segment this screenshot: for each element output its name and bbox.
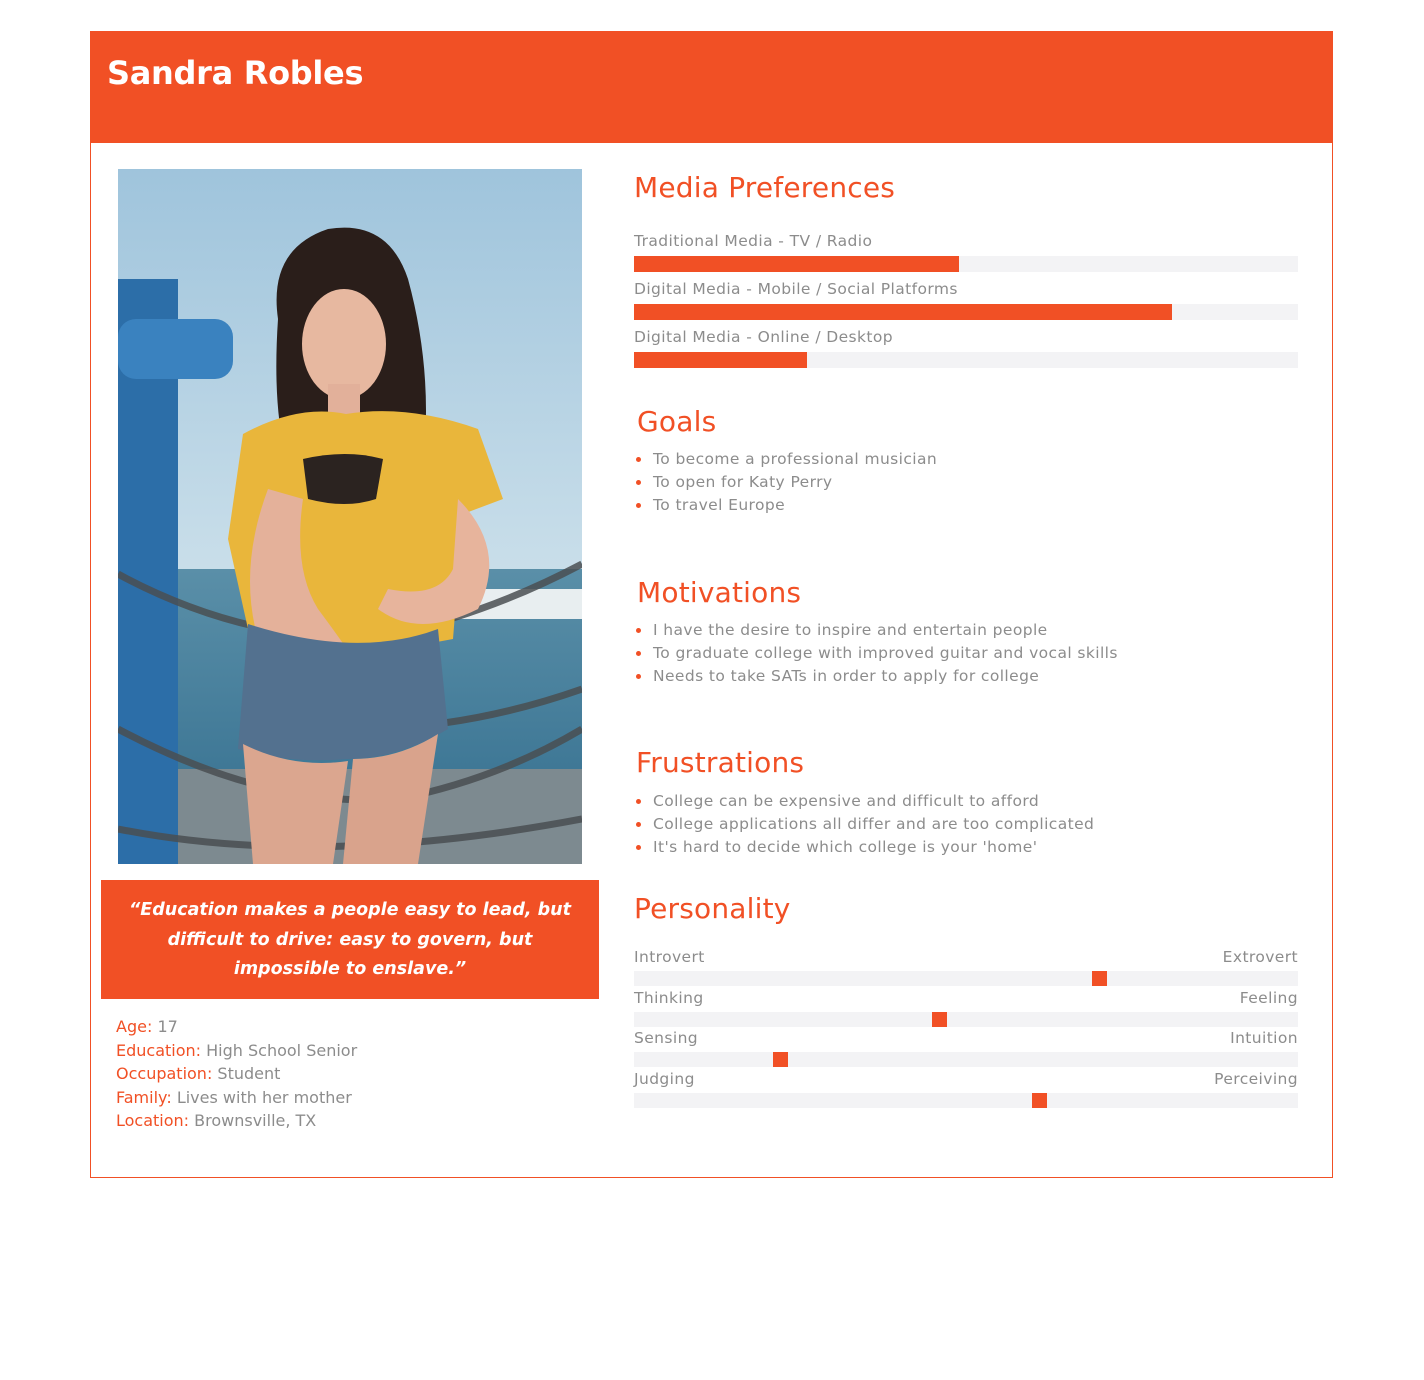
fact-age: Age: 17 (116, 1017, 178, 1036)
fact-education: Education: High School Senior (116, 1040, 358, 1060)
goals-title: Goals (637, 405, 717, 438)
persona-photo (118, 169, 582, 864)
trait-right-label: Extrovert (1222, 948, 1298, 966)
trait-track (634, 1093, 1298, 1108)
fact-family: Family: Lives with her mother (116, 1087, 352, 1107)
trait-marker (1032, 1093, 1047, 1108)
fact-location: Location: Brownsville, TX (116, 1111, 317, 1130)
media-bar-fill (634, 304, 1172, 320)
persona-quote: “Education makes a people easy to lead, but difficult to drive: easy to govern, but impossible to enslave.” (101, 880, 599, 999)
persona-name: Sandra Robles (107, 54, 364, 92)
media-bar (634, 352, 1298, 368)
trait-right-label: Perceiving (1214, 1070, 1298, 1088)
motivations-list (634, 619, 1118, 688)
trait-left-label: Thinking (634, 989, 704, 1007)
motivations-title: Motivations (637, 576, 802, 609)
list-item: To graduate college with improved guitar and vocal skills (634, 642, 1118, 665)
trait-marker (773, 1052, 788, 1067)
trait-right-label: Intuition (1230, 1029, 1298, 1047)
personality-trait (634, 1070, 1298, 1110)
list-item: It's hard to decide which college is your 'home' (634, 836, 1094, 859)
media-label: Digital Media - Online / Desktop (634, 328, 893, 346)
trait-marker (1092, 971, 1107, 986)
media-bar (634, 304, 1298, 320)
list-item: College applications all differ and are too complicated (634, 813, 1094, 836)
personality-trait (634, 989, 1298, 1029)
list-item: Needs to take SATs in order to apply for college (634, 665, 1118, 688)
trait-track (634, 1052, 1298, 1067)
frustrations-list (634, 790, 1094, 859)
list-item: To travel Europe (634, 494, 937, 517)
personality-trait (634, 948, 1298, 988)
persona-card (90, 31, 1333, 1178)
persona-facts (116, 1015, 357, 1133)
media-bar-fill (634, 256, 959, 272)
trait-left-label: Sensing (634, 1029, 699, 1047)
goals-list (634, 448, 937, 517)
media-title: Media Preferences (634, 171, 896, 204)
trait-marker (932, 1012, 947, 1027)
list-item: College can be expensive and difficult to afford (634, 790, 1094, 813)
media-label: Traditional Media - TV / Radio (634, 232, 873, 250)
frustrations-title: Frustrations (636, 746, 805, 779)
personality-title: Personality (634, 892, 791, 925)
trait-track (634, 1012, 1298, 1027)
media-bar (634, 256, 1298, 272)
trait-left-label: Judging (634, 1070, 695, 1088)
personality-trait (634, 1029, 1298, 1069)
trait-left-label: Introvert (634, 948, 705, 966)
trait-right-label: Feeling (1239, 989, 1298, 1007)
list-item: To become a professional musician (634, 448, 937, 471)
list-item: I have the desire to inspire and entertain people (634, 619, 1118, 642)
list-item: To open for Katy Perry (634, 471, 937, 494)
persona-header (91, 32, 1332, 143)
trait-track (634, 971, 1298, 986)
media-label: Digital Media - Mobile / Social Platforms (634, 280, 958, 298)
media-bar-fill (634, 352, 807, 368)
fact-occupation: Occupation: Student (116, 1064, 281, 1083)
